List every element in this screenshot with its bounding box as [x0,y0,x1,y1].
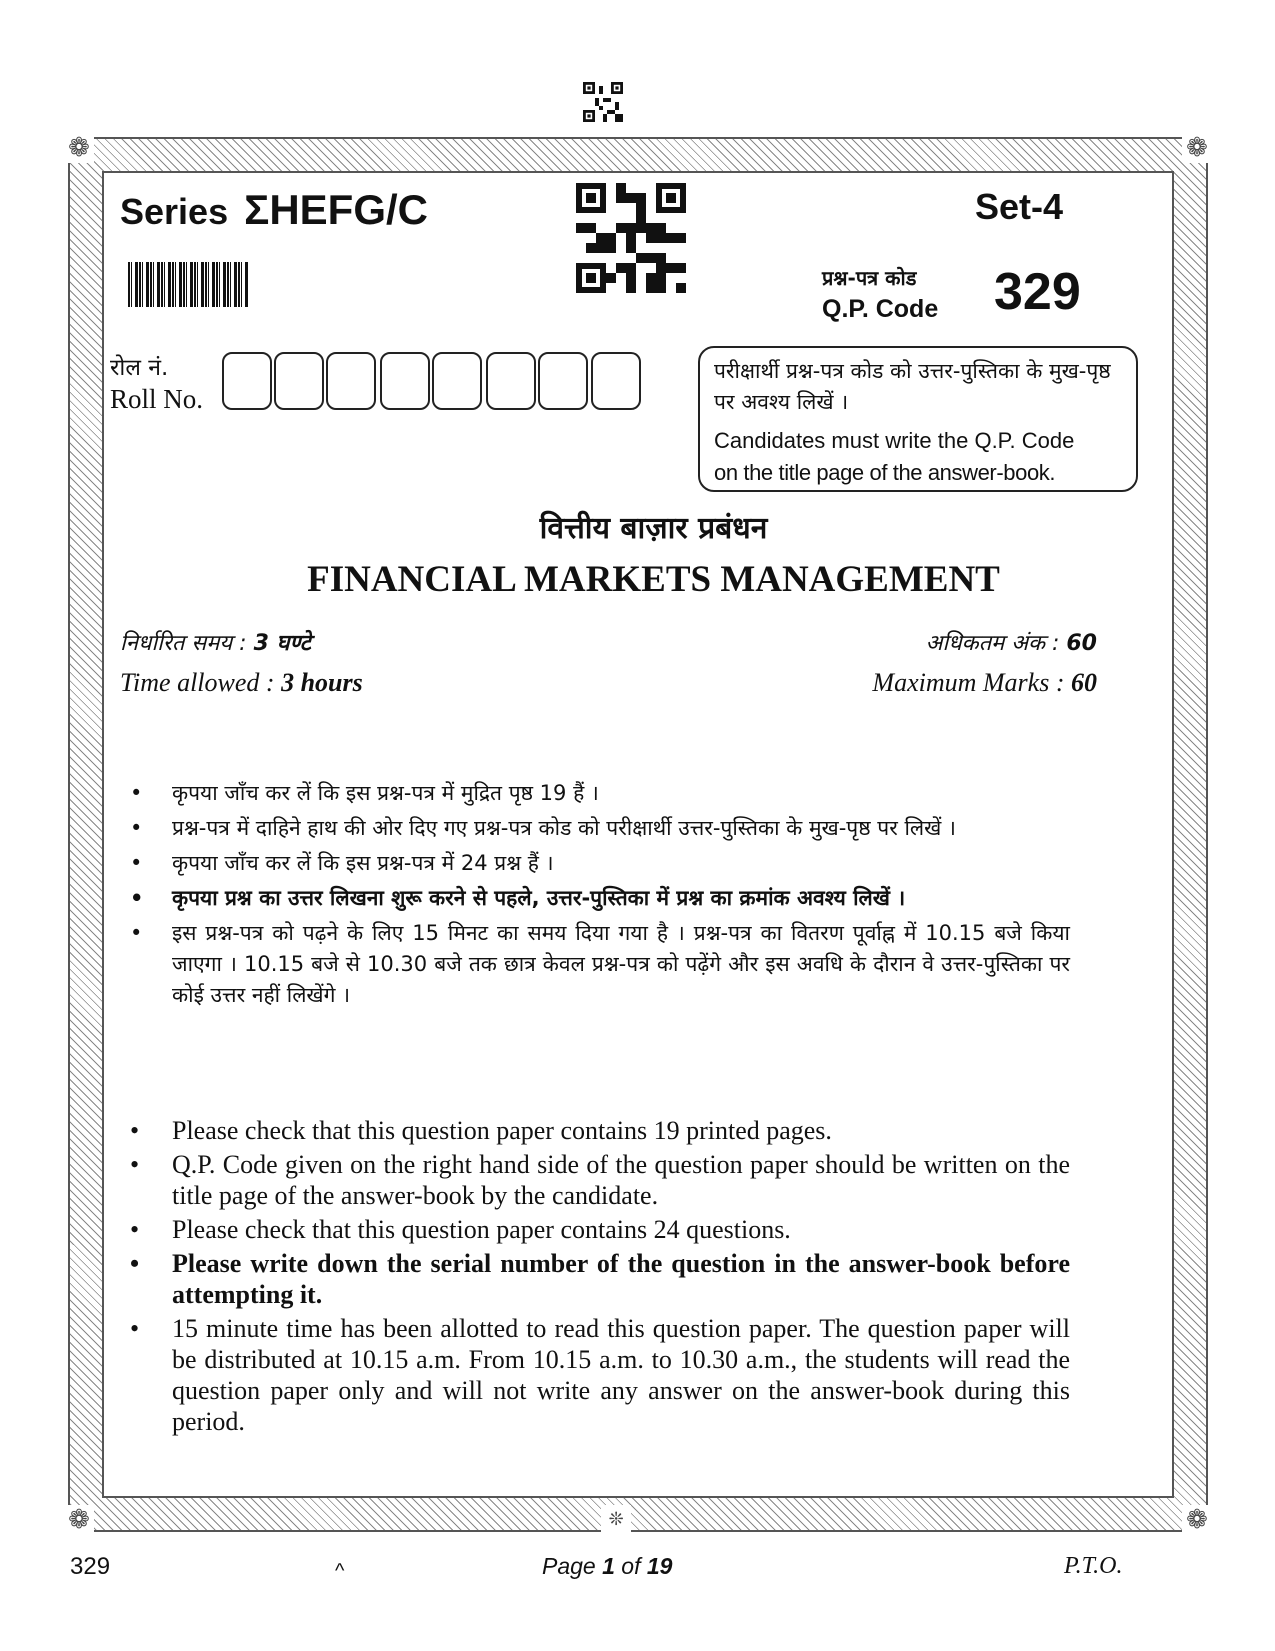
list-item: • इस प्रश्न-पत्र को पढ़ने के लिए 15 मिनट का समय दिया गया है । प्रश्न-पत्र का वितरण पूर्वाह्न में 10.15 बजे किया जाएगा । 10.15 बजे से 10.30 बजे तक छात्र केवल प्रश्न-पत्र को पढ़ेंगे और इस अवधि के दौरान वे उत्तर-पुस्तिका पर कोई उत्तर नहीं लिखेंगे । [130,918,1070,1011]
subject-title: FINANCIAL MARKETS MANAGEMENT [307,559,1000,600]
notice-hindi: परीक्षार्थी प्रश्न-पत्र कोड को उत्तर-पुस्तिका के मुख-पृष्ठ पर अवश्य लिखें । [714,359,1111,414]
corner-ornament-icon: ❁ [64,133,94,163]
qp-code: 329 [994,263,1081,321]
page-number: 1 [602,1553,615,1579]
instructions-english [130,1115,1070,1437]
time-label: Time allowed : [120,668,282,697]
roll-number-box[interactable] [486,352,536,410]
series-label: Series [120,191,229,232]
notice-line-2: on the title page of the answer-book. [714,460,1056,485]
bullet: • [130,1150,140,1179]
corner-ornament-icon: ❁ [64,1505,94,1535]
page-of: of [614,1553,647,1579]
maximum-marks-hindi [926,627,1097,657]
qp-code-label: Q.P. Code [822,295,939,323]
series-code: ΣHEFG/C [244,186,428,233]
notice-line-1: Candidates must write the Q.P. Code [714,428,1075,453]
instructions-hindi [130,778,1070,1011]
footer-qp-code: 329 [70,1553,111,1580]
marks-value-hindi: 60 [1066,631,1097,656]
qr-code-icon [583,82,623,122]
bullet: • [130,816,143,840]
roll-number-box[interactable] [380,352,430,410]
page-label: Page [542,1553,603,1579]
bullet: • [130,1314,140,1343]
list-item: • Q.P. Code given on the right hand side of the question paper should be written on the title page of the answer-book by the candidate. [130,1150,1070,1210]
please-turn-over: P.T.O. [1064,1553,1123,1579]
page-total: 19 [646,1553,673,1579]
series-line [120,186,428,234]
time-label-hindi: निर्धारित समय : [120,631,254,656]
bullet: • [130,1215,140,1244]
list-item: • 15 minute time has been allotted to read this question paper. The question paper will be distributed at 10.15 a.m. From 10.15 a.m. to 10.30 a.m., the students will read the question paper only and will not write any answer on the answer-book during this period. [130,1314,1070,1436]
subject-title-hindi: वित्तीय बाज़ार प्रबंधन [539,511,768,546]
roll-number-box[interactable] [591,352,641,410]
page-indicator [542,1553,672,1580]
qr-code-icon [576,183,686,293]
bottom-ornament-icon: ❊ [601,1505,631,1535]
set-number: Set-4 [975,186,1064,227]
corner-ornament-icon: ❁ [1182,1505,1212,1535]
time-allowed [120,668,363,698]
list-item: • कृपया जाँच कर लें कि इस प्रश्न-पत्र में 24 प्रश्न हैं । [130,848,1070,879]
list-item: • प्रश्न-पत्र में दाहिने हाथ की ओर दिए गए प्रश्न-पत्र कोड को परीक्षार्थी उत्तर-पुस्तिका के मुख-पृष्ठ पर लिखें । [130,813,1070,844]
list-item: • Please check that this question paper contains 19 printed pages. [130,1116,832,1145]
roll-number-box[interactable] [538,352,588,410]
marks-label-hindi: अधिकतम अंक : [925,631,1067,656]
marks-value: 60 [1071,668,1097,697]
bullet: • [130,781,143,805]
maximum-marks [872,668,1097,698]
time-allowed-hindi [120,627,311,657]
qp-code-notice [698,346,1138,492]
roll-number-box[interactable] [222,352,272,410]
bullet: • [130,921,143,945]
time-value-hindi: 3 घण्टे [253,631,311,656]
roll-label: Roll No. [110,384,204,414]
roll-number-box[interactable] [326,352,376,410]
qp-code-label-hindi: प्रश्न-पत्र कोड [822,266,917,290]
marks-label: Maximum Marks : [872,668,1071,697]
bullet: • [130,886,144,910]
roll-number-box[interactable] [274,352,324,410]
list-item: • कृपया जाँच कर लें कि इस प्रश्न-पत्र में मुद्रित पृष्ठ 19 हैं । [130,778,1070,809]
list-item: • Please check that this question paper contains 24 questions. [130,1215,791,1244]
roll-label-hindi: रोल नं. [110,355,169,381]
time-value: 3 hours [281,668,363,697]
barcode-icon [128,262,248,307]
bullet: • [130,1116,140,1145]
roll-number-box[interactable] [432,352,482,410]
corner-ornament-icon: ❁ [1182,133,1212,163]
bullet: • [130,1249,140,1278]
footer-caret: ^ [335,1560,345,1582]
bullet: • [130,851,143,875]
list-item: • कृपया प्रश्न का उत्तर लिखना शुरू करने से पहले, उत्तर-पुस्तिका में प्रश्न का क्रमांक अवश्य लिखें । [130,883,1070,914]
list-item: • Please write down the serial number of the question in the answer-book before attempting it. [130,1249,1070,1309]
